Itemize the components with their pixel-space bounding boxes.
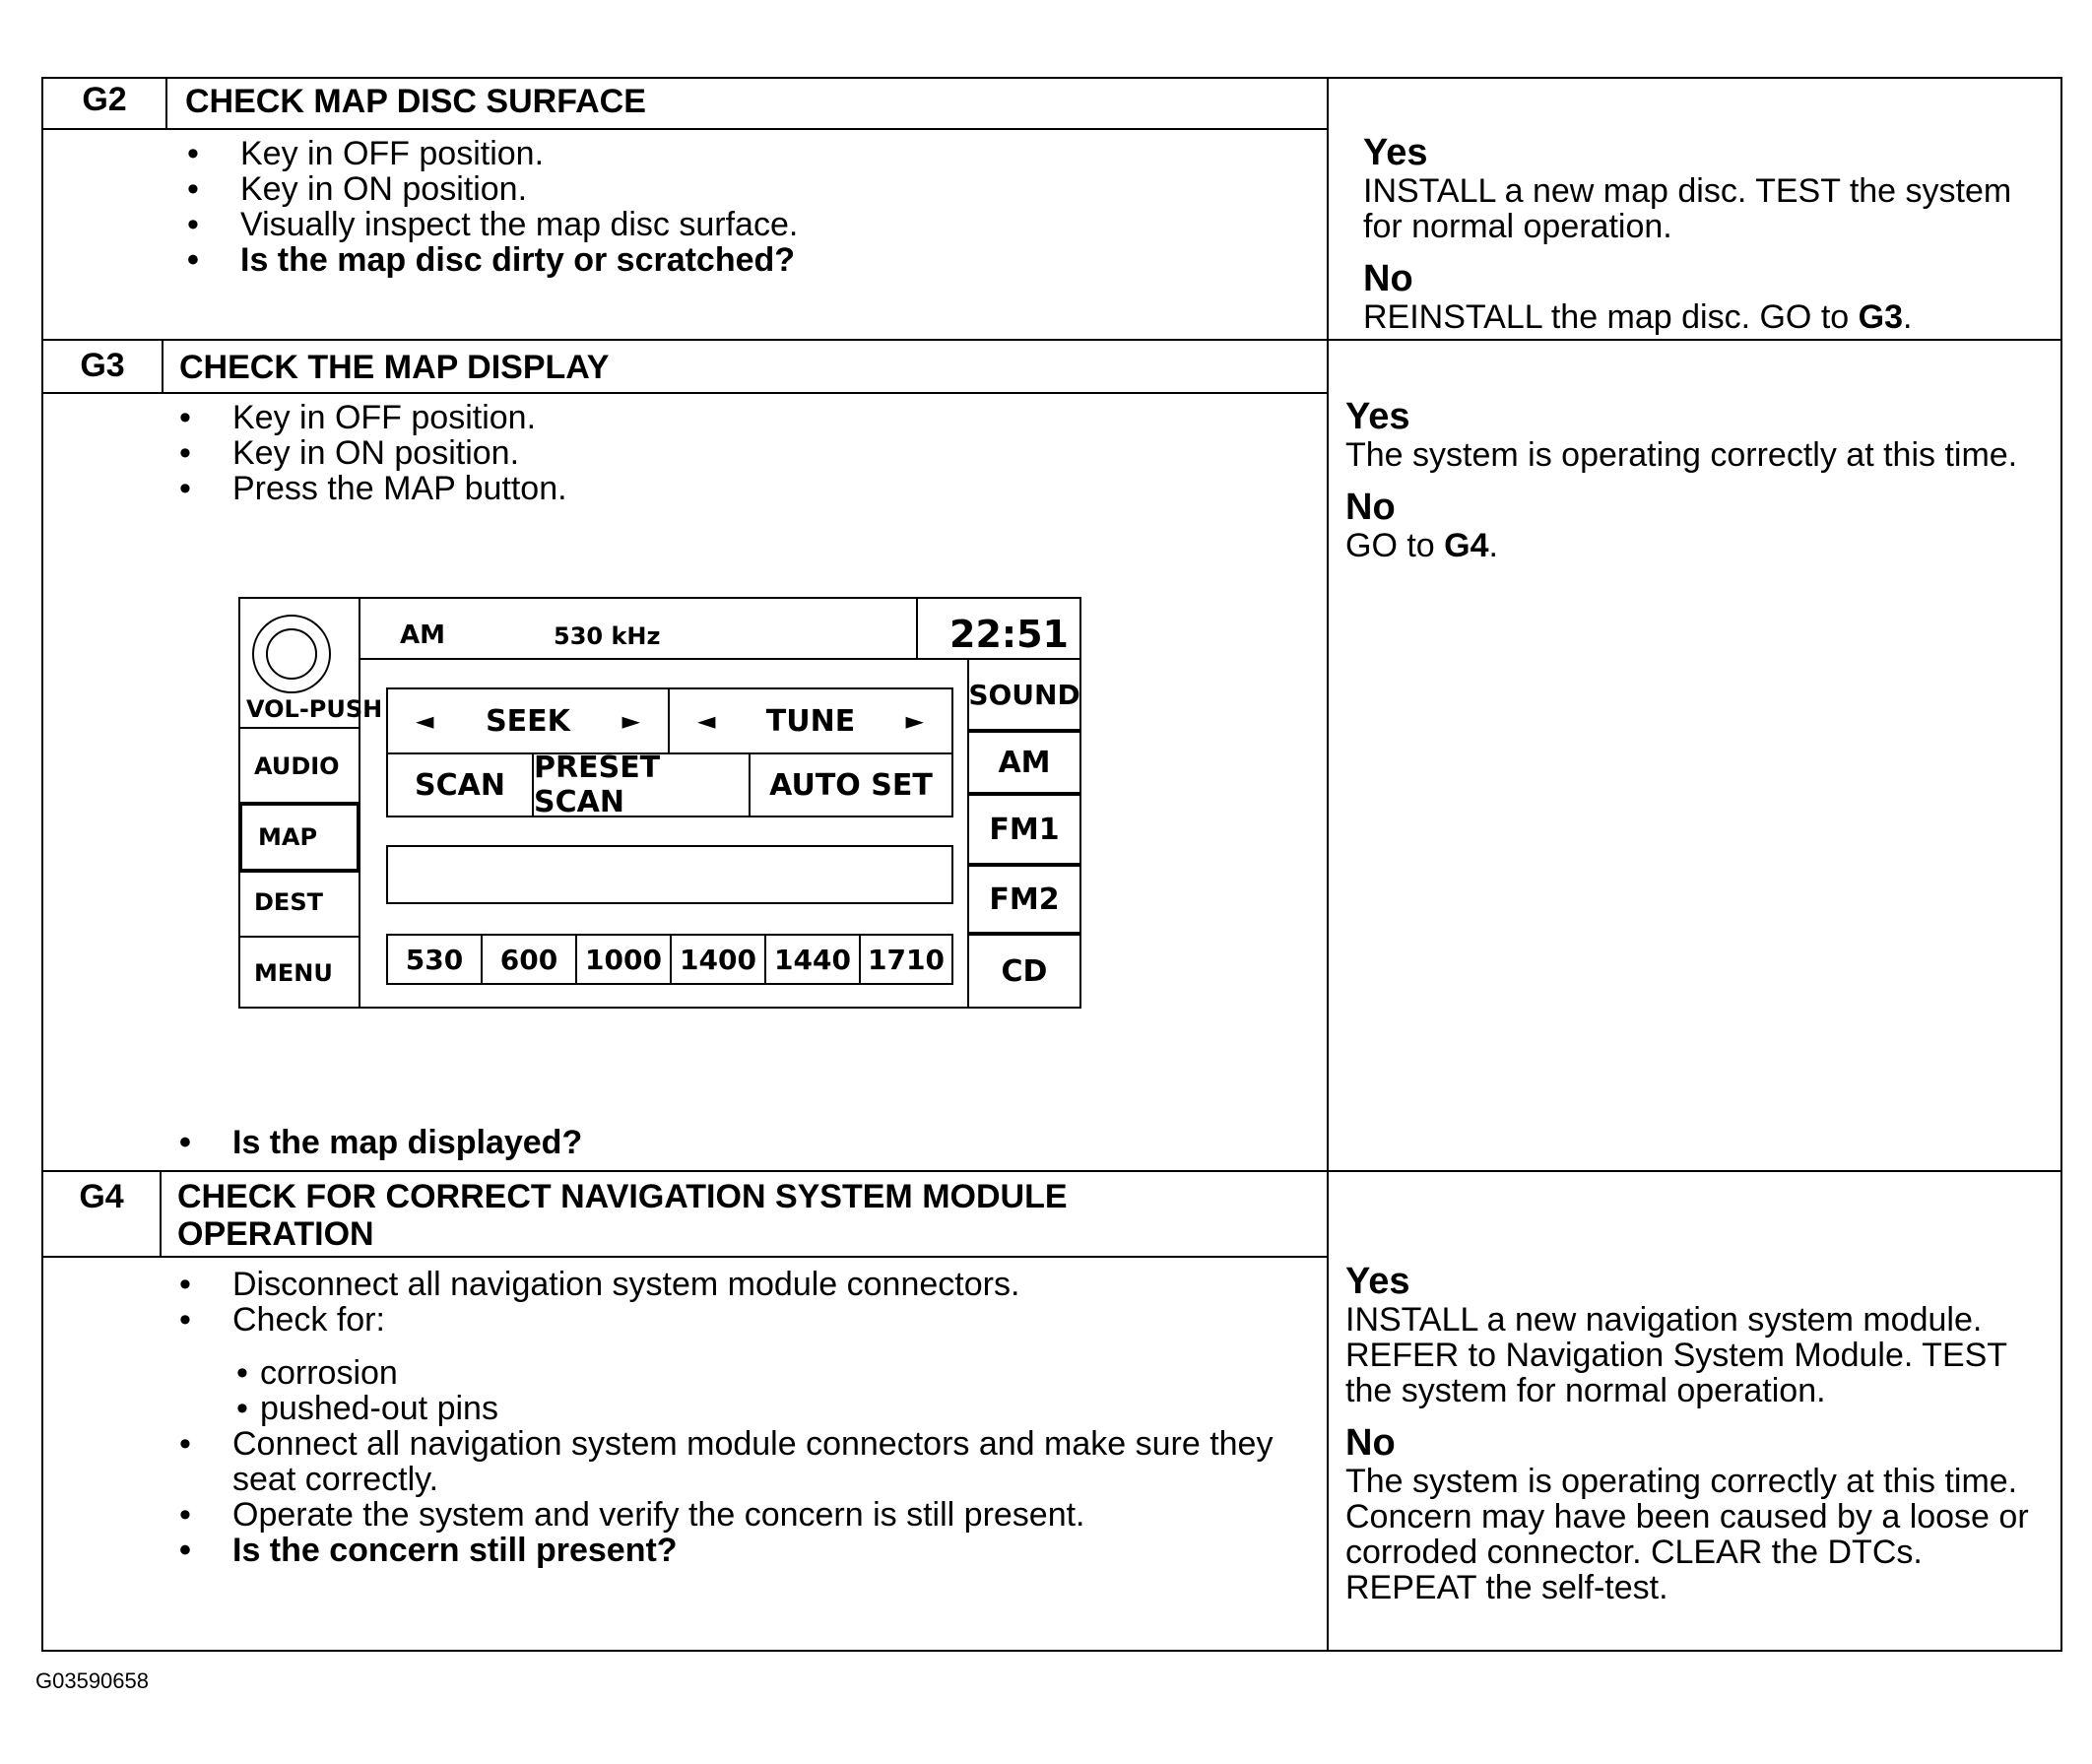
volume-knob-icon [252, 615, 331, 693]
list-item: • Operate the system and verify the concern is still present. [173, 1497, 1306, 1533]
g4-header-bottom [41, 1256, 1328, 1258]
step-link-g4: G4 [1444, 527, 1489, 564]
g3-g4-separator [41, 1170, 2062, 1172]
question: • Is the map disc dirty or scratched? [181, 242, 1304, 278]
step-title-g3: CHECK THE MAP DISPLAY [179, 349, 610, 386]
preset-button[interactable]: 530 [386, 934, 483, 985]
list-item: • Key in OFF position. [181, 136, 1304, 171]
frequency-readout: 530 kHz [554, 622, 661, 650]
text-display [386, 845, 953, 904]
g3-header-bottom [41, 392, 1328, 394]
yes-label: Yes [1363, 132, 1428, 173]
g3-results [1345, 396, 2035, 577]
no-label: No [1363, 258, 1413, 299]
tune-up-arrow-icon[interactable]: ► [905, 707, 924, 735]
seek-up-arrow-icon[interactable]: ► [621, 707, 640, 735]
list-item: • Press the MAP button. [173, 471, 1296, 506]
list-item: • Visually inspect the map disc surface. [181, 207, 1304, 242]
step-id-g2: G2 [82, 81, 127, 118]
yes-label: Yes [1345, 396, 1410, 437]
no-label: No [1345, 487, 1396, 528]
no-text: REINSTALL the map disc. GO to G3. [1363, 298, 1913, 336]
cd-button[interactable]: CD [967, 934, 1081, 1009]
no-text: The system is operating correctly at this time. Concern may have been caused by a loose or corroded connector. CLEAR the DTCs. REPEAT the self-test. [1345, 1463, 2029, 1606]
fm2-button[interactable]: FM2 [967, 865, 1081, 934]
seek-down-arrow-icon[interactable]: ◄ [416, 707, 434, 735]
dest-button[interactable]: DEST [254, 888, 323, 916]
no-text: GO to G4. [1345, 527, 1498, 564]
step-link-g3: G3 [1858, 298, 1903, 336]
preset-button[interactable]: 600 [481, 934, 577, 985]
g3-actions [173, 400, 1296, 506]
step-title-g4: CHECK FOR CORRECT NAVIGATION SYSTEM MODULE OPERATION [177, 1178, 1068, 1253]
tune-down-arrow-icon[interactable]: ◄ [697, 707, 716, 735]
sound-button[interactable]: SOUND [967, 658, 1081, 731]
clock: 22:51 [949, 613, 1069, 656]
preset-button[interactable]: 1000 [575, 934, 672, 985]
question: • Is the map displayed? [173, 1125, 1296, 1160]
no-label: No [1345, 1422, 1396, 1464]
yes-text: INSTALL a new navigation system module. REFER to Navigation System Module. TEST the system for normal operation. [1345, 1301, 2007, 1409]
g4-actions [173, 1267, 1306, 1568]
am-button[interactable]: AM [967, 731, 1081, 794]
seek-control[interactable]: ◄ SEEK ► [386, 687, 670, 754]
radio-panel-illustration [238, 597, 1081, 1009]
preset-button[interactable]: 1440 [764, 934, 861, 985]
list-item: • Key in OFF position. [173, 400, 1296, 435]
vol-push-button[interactable]: VOL-PUSH [246, 695, 383, 723]
g3-id-divider [162, 339, 163, 393]
g2-id-divider [165, 77, 167, 129]
list-item: • corrosion [173, 1355, 1306, 1391]
g4-id-divider [160, 1170, 162, 1257]
menu-button[interactable]: MENU [254, 959, 333, 987]
list-item: • Connect all navigation system module connectors and make sure they seat correctly. [173, 1426, 1306, 1497]
preset-button[interactable]: 1400 [670, 934, 766, 985]
g3-question [173, 1125, 1296, 1160]
list-item: • Check for: [173, 1302, 1306, 1338]
fm1-button[interactable]: FM1 [967, 794, 1081, 865]
map-button[interactable]: MAP [238, 802, 360, 873]
list-item: • pushed-out pins [173, 1391, 1306, 1426]
list-item: • Disconnect all navigation system module connectors. [173, 1267, 1306, 1302]
preset-button[interactable]: 1710 [859, 934, 953, 985]
column-divider [1327, 77, 1329, 1652]
step-id-g4: G4 [79, 1178, 124, 1215]
auto-set-button[interactable]: AUTO SET [749, 752, 953, 817]
step-title-g2: CHECK MAP DISC SURFACE [185, 83, 646, 120]
g2-results [1363, 132, 2033, 349]
list-item: • Key in ON position. [173, 435, 1296, 471]
tune-control[interactable]: ◄ TUNE ► [668, 687, 953, 754]
figure-id-caption: G03590658 [35, 1668, 149, 1693]
step-id-g3: G3 [80, 347, 125, 384]
yes-text: INSTALL a new map disc. TEST the system for normal operation. [1363, 172, 2012, 245]
preset-scan-button[interactable]: PRESET SCAN [532, 752, 751, 817]
g2-actions [181, 136, 1304, 278]
yes-label: Yes [1345, 1261, 1410, 1302]
audio-button[interactable]: AUDIO [254, 752, 340, 780]
band-indicator: AM [400, 621, 445, 650]
question: • Is the concern still present? [173, 1533, 1306, 1568]
scan-button[interactable]: SCAN [386, 752, 534, 817]
g2-header-bottom [41, 128, 1328, 130]
g4-results [1345, 1261, 2057, 1619]
list-item: • Key in ON position. [181, 171, 1304, 207]
yes-text: The system is operating correctly at this time. [1345, 436, 2018, 474]
